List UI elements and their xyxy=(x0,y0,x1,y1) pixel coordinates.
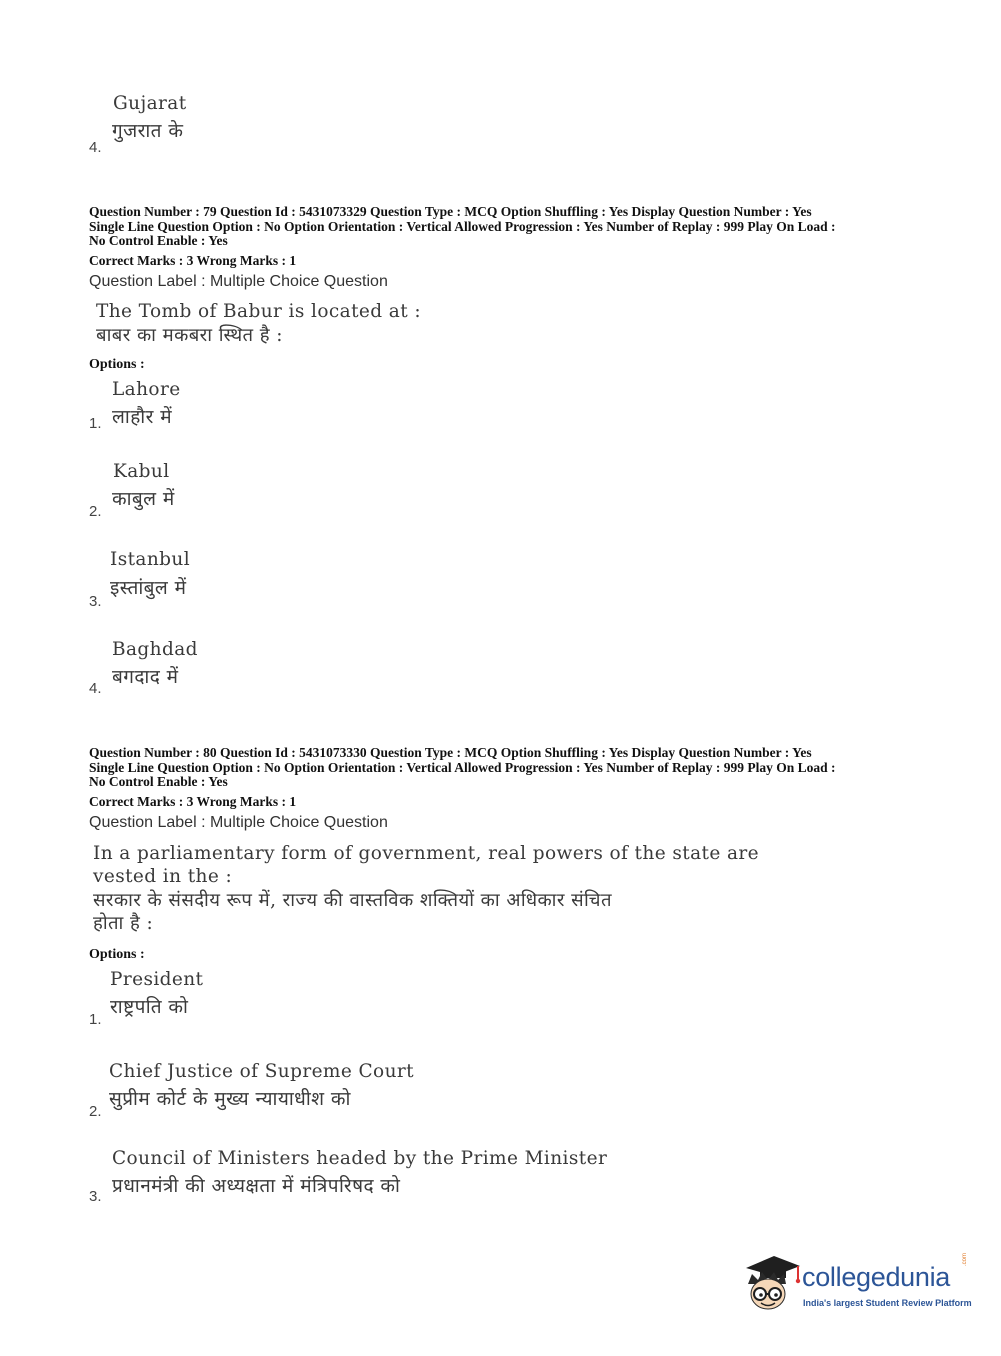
question-meta-line: Single Line Question Option : No Option Orientation : Vertical Allowed Progression : Yes Number of Replay : 999 Play On Load : xyxy=(89,760,836,775)
question-label: Question Label : Multiple Choice Question xyxy=(89,273,388,290)
question-text-en: In a parliamentary form of government, real powers of the state are xyxy=(93,843,759,864)
option-number: 3. xyxy=(89,593,102,610)
option-text-hi: इस्तांबुल में xyxy=(110,577,187,599)
option-text-hi: बगदाद में xyxy=(112,666,179,688)
question-meta-line: Single Line Question Option : No Option Orientation : Vertical Allowed Progression : Yes Number of Replay : 999 Play On Load : xyxy=(89,219,836,234)
question-text-hi: बाबर का मकबरा स्थित है : xyxy=(96,325,283,346)
option-text-en: Chief Justice of Supreme Court xyxy=(109,1061,414,1082)
option-text-hi: काबुल में xyxy=(112,488,175,510)
question-meta-line: Question Number : 80 Question Id : 5431073330 Question Type : MCQ Option Shuffling : Yes Display Question Number : Yes xyxy=(89,745,812,760)
options-heading: Options : xyxy=(89,357,145,372)
option-text-en: Gujarat xyxy=(113,93,187,114)
option-number: 2. xyxy=(89,503,102,520)
question-meta-line: No Control Enable : Yes xyxy=(89,774,228,789)
option-text-hi: प्रधानमंत्री की अध्यक्षता में मंत्रिपरिषद को xyxy=(112,1175,401,1197)
option-text-hi: लाहौर में xyxy=(112,406,172,428)
mascot-icon xyxy=(740,1250,802,1316)
marks-info: Correct Marks : 3 Wrong Marks : 1 xyxy=(89,253,297,268)
question-meta-line: Question Number : 79 Question Id : 5431073329 Question Type : MCQ Option Shuffling : Yes Display Question Number : Yes xyxy=(89,204,812,219)
option-text-hi: सुप्रीम कोर्ट के मुख्य न्यायाधीश को xyxy=(109,1088,351,1110)
logo-suffix: .com xyxy=(962,1252,968,1266)
option-text-hi: गुजरात के xyxy=(112,120,184,142)
option-text-en: Kabul xyxy=(113,461,170,482)
logo-tagline: India's largest Student Review Platform xyxy=(803,1298,972,1308)
logo-wordmark: collegedunia xyxy=(802,1262,951,1292)
option-number: 4. xyxy=(89,139,102,156)
collegedunia-logo xyxy=(740,1250,970,1316)
option-number: 1. xyxy=(89,1011,102,1028)
option-text-en: Council of Ministers headed by the Prime Minister xyxy=(112,1148,608,1169)
option-number: 2. xyxy=(89,1103,102,1120)
option-number: 3. xyxy=(89,1188,102,1205)
option-number: 4. xyxy=(89,680,102,697)
question-text-en: The Tomb of Babur is located at : xyxy=(96,301,421,322)
question-text-hi: होता है : xyxy=(93,913,154,934)
option-number: 1. xyxy=(89,415,102,432)
option-text-en: Istanbul xyxy=(110,549,191,570)
option-text-en: Lahore xyxy=(112,379,181,400)
question-text-hi: सरकार के संसदीय रूप में, राज्य की वास्तविक शक्तियों का अधिकार संचित xyxy=(93,890,612,911)
option-text-hi: राष्ट्रपति को xyxy=(110,996,189,1018)
options-heading: Options : xyxy=(89,947,145,962)
marks-info: Correct Marks : 3 Wrong Marks : 1 xyxy=(89,794,297,809)
question-text-en: vested in the : xyxy=(93,866,233,887)
option-text-en: President xyxy=(110,969,204,990)
question-meta-line: No Control Enable : Yes xyxy=(89,233,228,248)
option-text-en: Baghdad xyxy=(112,639,198,660)
question-label: Question Label : Multiple Choice Question xyxy=(89,814,388,831)
